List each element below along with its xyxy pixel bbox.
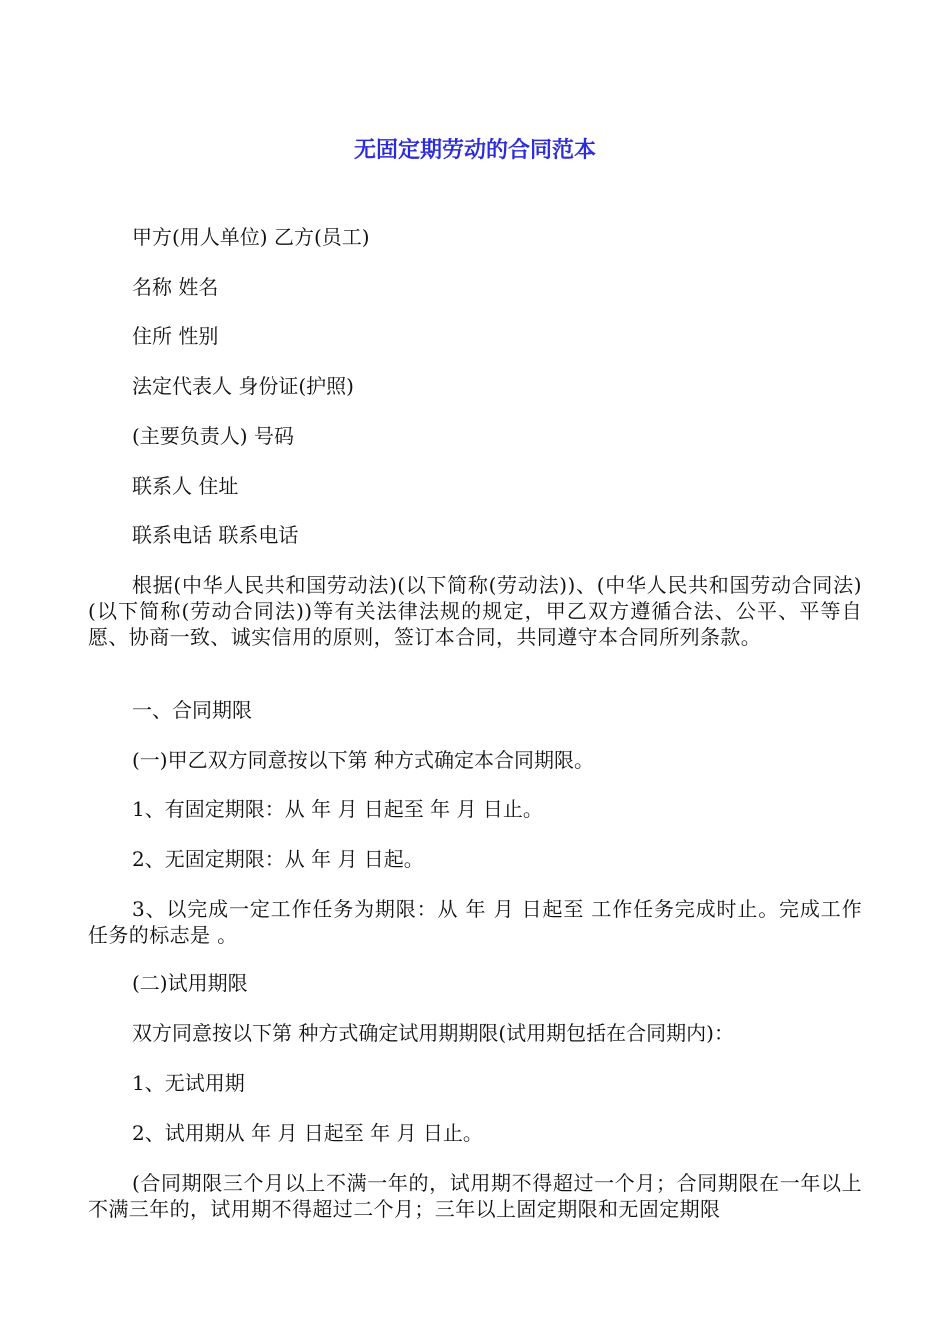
paragraph-contact: 联系人 住址 xyxy=(132,474,239,498)
paragraph-residence: 住所 性别 xyxy=(132,324,219,348)
paragraph-probation-period: 2、试用期从 年 月 日起至 年 月 日止。 xyxy=(132,1121,483,1145)
paragraph-probation-method: 双方同意按以下第 种方式确定试用期期限(试用期包括在合同期内)： xyxy=(132,1021,734,1045)
paragraph-no-probation: 1、无试用期 xyxy=(132,1071,245,1095)
paragraph-parties: 甲方(用人单位) 乙方(员工) xyxy=(132,225,370,249)
paragraph-fixed-term: 1、有固定期限：从 年 月 日起至 年 月 日止。 xyxy=(132,797,543,821)
paragraph-legal-rep: 法定代表人 身份证(护照) xyxy=(132,374,354,398)
section-heading-probation: (二)试用期限 xyxy=(132,971,248,995)
paragraph-term-method: (一)甲乙双方同意按以下第 种方式确定本合同期限。 xyxy=(132,748,594,772)
paragraph-open-term: 2、无固定期限：从 年 月 日起。 xyxy=(132,847,424,871)
paragraph-phone: 联系电话 联系电话 xyxy=(132,523,299,547)
paragraph-principal: (主要负责人) 号码 xyxy=(132,424,294,448)
document-title: 无固定期劳动的合同范本 xyxy=(353,138,596,163)
paragraph-preamble: 根据(中华人民共和国劳动法)(以下简称(劳动法))、(中华人民共和国劳动合同法)(以下简称(劳动合同法))等有关法律法规的规定，甲乙双方遵循合法、公平、平等自愿、协商一致、诚实信用的原则，签订本合同，共同遵守本合同所列条款。 xyxy=(88,573,862,649)
paragraph-probation-limits: (合同期限三个月以上不满一年的，试用期不得超过一个月；合同期限在一年以上不满三年的，试用期不得超过二个月；三年以上固定期限和无固定期限 xyxy=(88,1171,862,1221)
paragraph-task-term: 3、以完成一定工作任务为期限：从 年 月 日起至 工作任务完成时止。完成工作任务的标志是 。 xyxy=(88,897,862,947)
paragraph-name: 名称 姓名 xyxy=(132,275,219,299)
section-heading-term: 一、合同期限 xyxy=(132,698,252,722)
